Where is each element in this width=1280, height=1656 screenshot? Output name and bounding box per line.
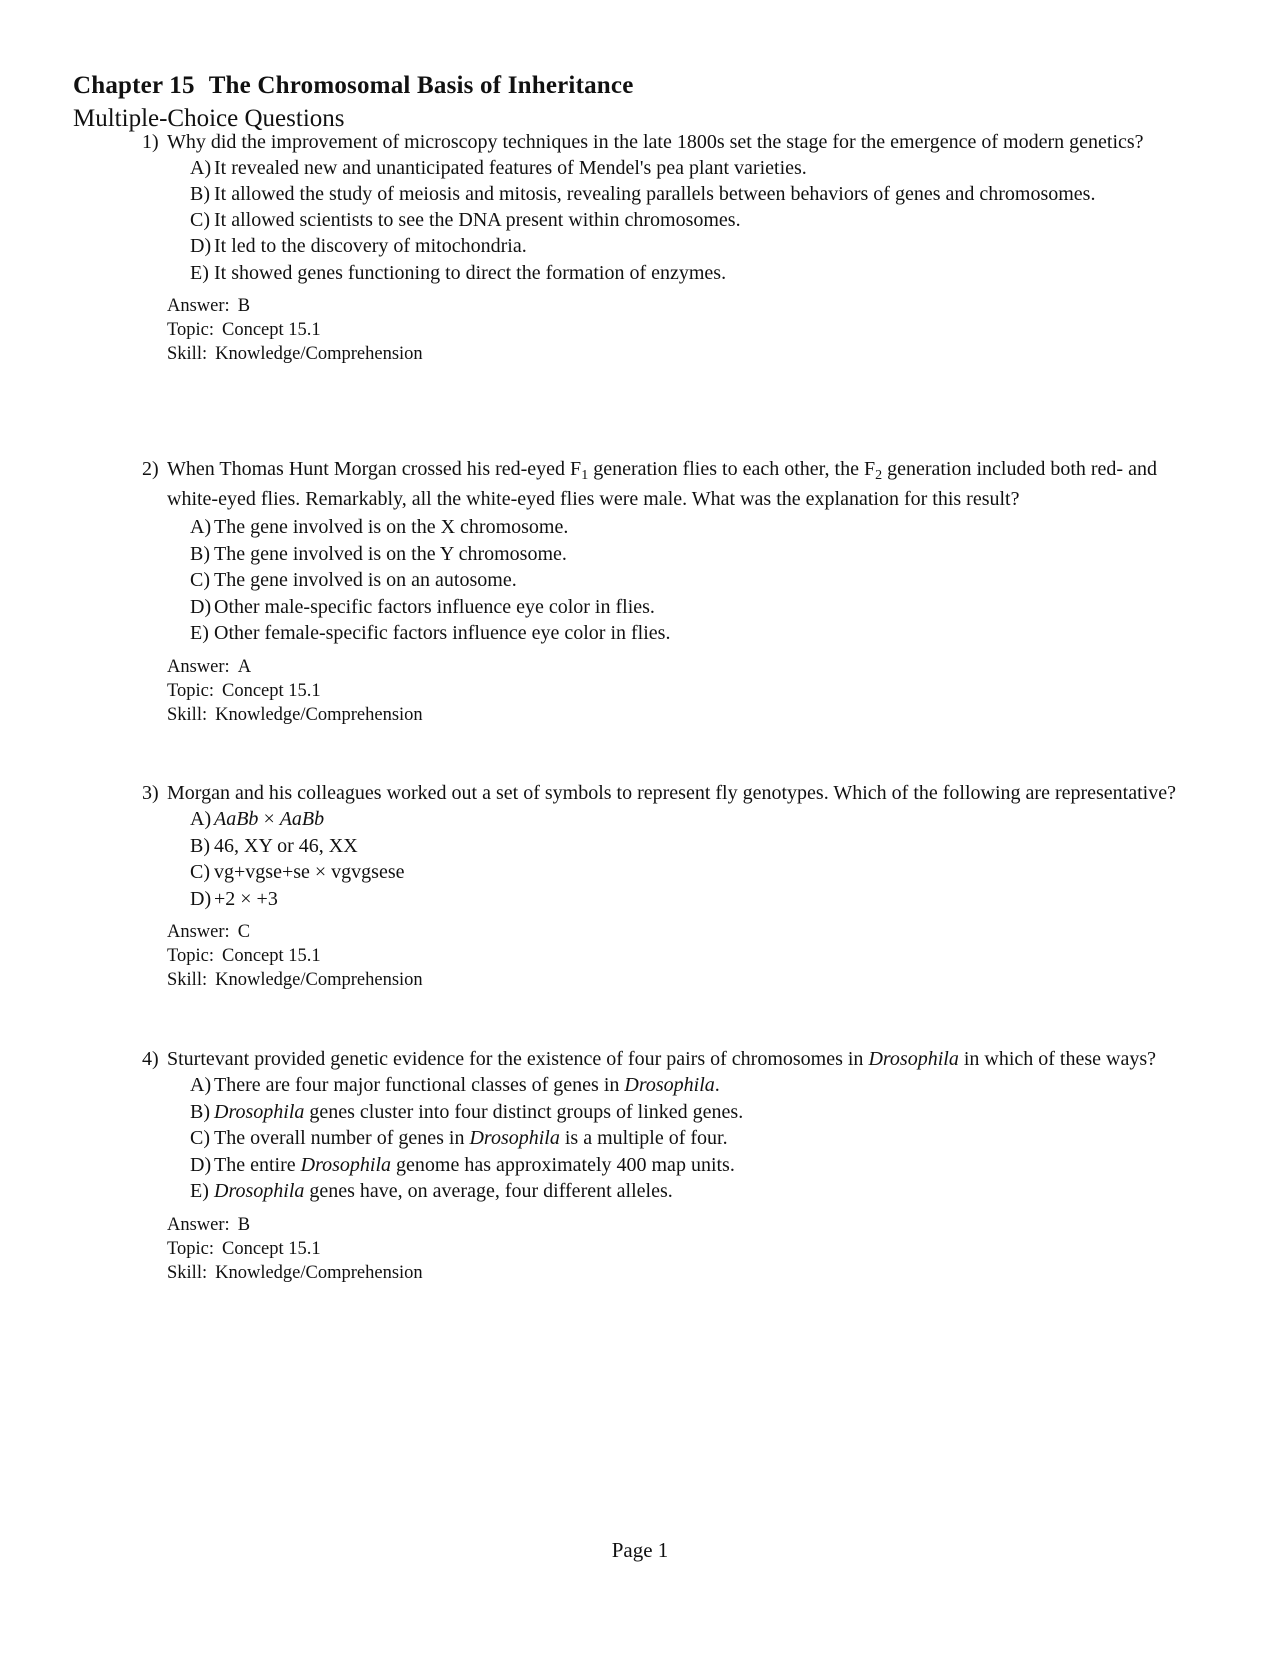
option-b [142, 182, 1182, 207]
option-letter: A) [190, 808, 212, 830]
answer-line [167, 1213, 1182, 1237]
skill-value: Knowledge/Comprehension [215, 344, 423, 364]
question-number: 1) [142, 131, 159, 153]
answer-label: Answer: [167, 296, 230, 316]
option-a [142, 1072, 1182, 1099]
option-letter: B) [190, 834, 210, 857]
option-b [142, 541, 1182, 568]
cross-symbol: × [258, 808, 280, 830]
answer-label: Answer: [167, 1214, 230, 1235]
option-text: It allowed scientists to see the DNA present within chromosomes. [214, 208, 741, 231]
text-part: is a multiple of four. [559, 1127, 728, 1149]
option-e [142, 260, 1182, 287]
page-number: Page 1 [611, 1538, 669, 1562]
option-text: +2 × +3 [214, 887, 278, 910]
question-3 [142, 780, 1182, 992]
option-d [142, 594, 1182, 621]
option-text: The gene involved is on the Y chromosome. [214, 542, 567, 565]
text-part: . [714, 1074, 720, 1096]
topic-line [167, 944, 1182, 968]
question-text [167, 458, 1157, 510]
skill-line [167, 968, 1182, 992]
option-list [142, 155, 1182, 286]
skill-line [167, 342, 1182, 366]
topic-label: Topic: [167, 680, 214, 701]
option-text [214, 1127, 728, 1149]
answer-label: Answer: [167, 922, 230, 942]
topic-value: Concept 15.1 [222, 680, 321, 701]
option-d [142, 886, 1182, 913]
section-title: Multiple-Choice Questions [73, 105, 345, 132]
option-text [214, 1074, 720, 1096]
answer-value: A [237, 656, 252, 677]
answer-value: C [237, 922, 251, 942]
option-e [142, 620, 1182, 647]
text-part: The entire [214, 1153, 301, 1176]
question-number: 3) [142, 782, 159, 804]
option-letter: A) [190, 157, 212, 179]
topic-label: Topic: [167, 1238, 214, 1259]
option-letter: A) [190, 516, 212, 538]
option-letter: A) [190, 1074, 212, 1096]
answer-meta [142, 655, 1182, 727]
option-e [142, 1178, 1182, 1205]
text-part: The overall number of genes in [214, 1127, 470, 1149]
answer-meta [142, 920, 1182, 992]
option-text: The gene involved is on an autosome. [214, 569, 517, 591]
chapter-title [73, 72, 634, 100]
chapter-number: Chapter 15 [73, 72, 195, 99]
question-stem [142, 780, 1182, 806]
topic-value: Concept 15.1 [222, 946, 321, 966]
option-text [214, 808, 324, 830]
question-number: 4) [142, 1048, 159, 1070]
option-text [214, 1180, 673, 1202]
stem-part: When Thomas Hunt Morgan crossed his red-eyed F [167, 458, 582, 480]
option-letter: B) [190, 542, 210, 565]
text-part: genes have, on average, four different alleles. [304, 1180, 673, 1202]
option-text: It revealed new and unanticipated features of Mendel's pea plant varieties. [214, 157, 807, 179]
species-name: Drosophila [214, 1100, 305, 1123]
option-letter: D) [190, 1153, 212, 1176]
skill-line [167, 1261, 1182, 1285]
answer-line [167, 655, 1182, 679]
genotype: AaBb [214, 808, 259, 830]
question-4 [142, 1046, 1182, 1285]
option-text: 46, XY or 46, XX [214, 834, 358, 857]
option-list [142, 1072, 1182, 1205]
question-text [167, 1048, 1156, 1070]
subscript: 2 [875, 468, 883, 483]
option-letter: B) [190, 182, 210, 205]
skill-label: Skill: [167, 344, 208, 364]
topic-label: Topic: [167, 320, 214, 340]
option-c [142, 1125, 1182, 1152]
skill-line [167, 703, 1182, 727]
option-list [142, 806, 1182, 912]
topic-line [167, 679, 1182, 703]
option-d [142, 1152, 1182, 1179]
chapter-name: The Chromosomal Basis of Inheritance [208, 72, 634, 99]
question-stem [142, 1046, 1182, 1072]
skill-value: Knowledge/Comprehension [215, 704, 423, 725]
option-text [214, 1101, 743, 1123]
option-letter: E) [190, 622, 209, 644]
option-d [142, 233, 1182, 260]
text-part: genes cluster into four distinct groups of linked genes. [304, 1100, 744, 1123]
option-text: It led to the discovery of mitochondria. [214, 235, 527, 257]
question-number: 2) [142, 458, 159, 480]
question-text: Morgan and his colleagues worked out a set of symbols to represent fly genotypes. Which of the following are representative? [167, 782, 1176, 804]
answer-line [167, 920, 1182, 944]
option-c [142, 567, 1182, 594]
answer-value: B [237, 1214, 251, 1235]
option-letter: E) [190, 1180, 209, 1202]
skill-label: Skill: [167, 1262, 208, 1283]
option-a [142, 806, 1182, 833]
skill-value: Knowledge/Comprehension [215, 1262, 423, 1283]
option-text: Other female-specific factors influence eye color in flies. [214, 622, 671, 644]
answer-label: Answer: [167, 656, 230, 677]
answer-value: B [237, 296, 251, 316]
option-b [142, 1099, 1182, 1126]
option-c [142, 859, 1182, 886]
option-letter: E) [190, 261, 209, 284]
skill-label: Skill: [167, 970, 208, 990]
option-text [214, 1154, 735, 1176]
topic-line [167, 318, 1182, 342]
species-name: Drosophila [868, 1048, 959, 1070]
topic-value: Concept 15.1 [222, 320, 321, 340]
option-a [142, 155, 1182, 182]
topic-value: Concept 15.1 [222, 1238, 321, 1259]
option-b [142, 833, 1182, 860]
species-name: Drosophila [214, 1180, 305, 1202]
option-letter: D) [190, 595, 212, 618]
skill-value: Knowledge/Comprehension [215, 970, 423, 990]
option-list [142, 514, 1182, 647]
option-letter: B) [190, 1100, 210, 1123]
option-text: Other male-specific factors influence eye color in flies. [214, 595, 655, 618]
answer-meta [142, 1213, 1182, 1285]
topic-label: Topic: [167, 946, 214, 966]
option-letter: C) [190, 861, 210, 883]
stem-part: in which of these ways? [958, 1048, 1156, 1070]
question-stem [142, 129, 1182, 155]
option-a [142, 514, 1182, 541]
stem-part: Sturtevant provided genetic evidence for the existence of four pairs of chromosomes in [167, 1048, 869, 1070]
option-c [142, 207, 1182, 234]
stem-part: generation flies to each other, the F [588, 458, 876, 480]
option-letter: C) [190, 1127, 210, 1149]
topic-line [167, 1237, 1182, 1261]
species-name: Drosophila [300, 1153, 392, 1176]
stem-part: generation included both red- and white-eyed flies. Remarkably, all the white-eyed flies were male. What was the explanation for this result? [167, 458, 1157, 510]
genotype: AaBb [279, 808, 325, 830]
answer-line [167, 294, 1182, 318]
option-text: It showed genes functioning to direct the formation of enzymes. [214, 261, 727, 284]
option-letter: C) [190, 569, 210, 591]
species-name: Drosophila [469, 1127, 560, 1149]
subscript: 1 [581, 468, 589, 483]
question-2 [142, 454, 1182, 727]
option-text: The gene involved is on the X chromosome. [214, 516, 569, 538]
question-1 [142, 129, 1182, 366]
answer-meta [142, 294, 1182, 366]
text-part: There are four major functional classes of genes in [214, 1074, 625, 1096]
option-text: It allowed the study of meiosis and mitosis, revealing parallels between behaviors of genes and chromosomes. [214, 182, 1096, 205]
option-letter: C) [190, 208, 210, 231]
option-letter: D) [190, 887, 212, 910]
question-text: Why did the improvement of microscopy techniques in the late 1800s set the stage for the emergence of modern genetics? [167, 131, 1144, 153]
option-text: vg+vgse+se × vgvgsese [214, 861, 405, 883]
question-stem [142, 454, 1182, 514]
skill-label: Skill: [167, 704, 208, 725]
option-letter: D) [190, 235, 212, 257]
species-name: Drosophila [624, 1074, 715, 1096]
text-part: genome has approximately 400 map units. [391, 1153, 735, 1176]
